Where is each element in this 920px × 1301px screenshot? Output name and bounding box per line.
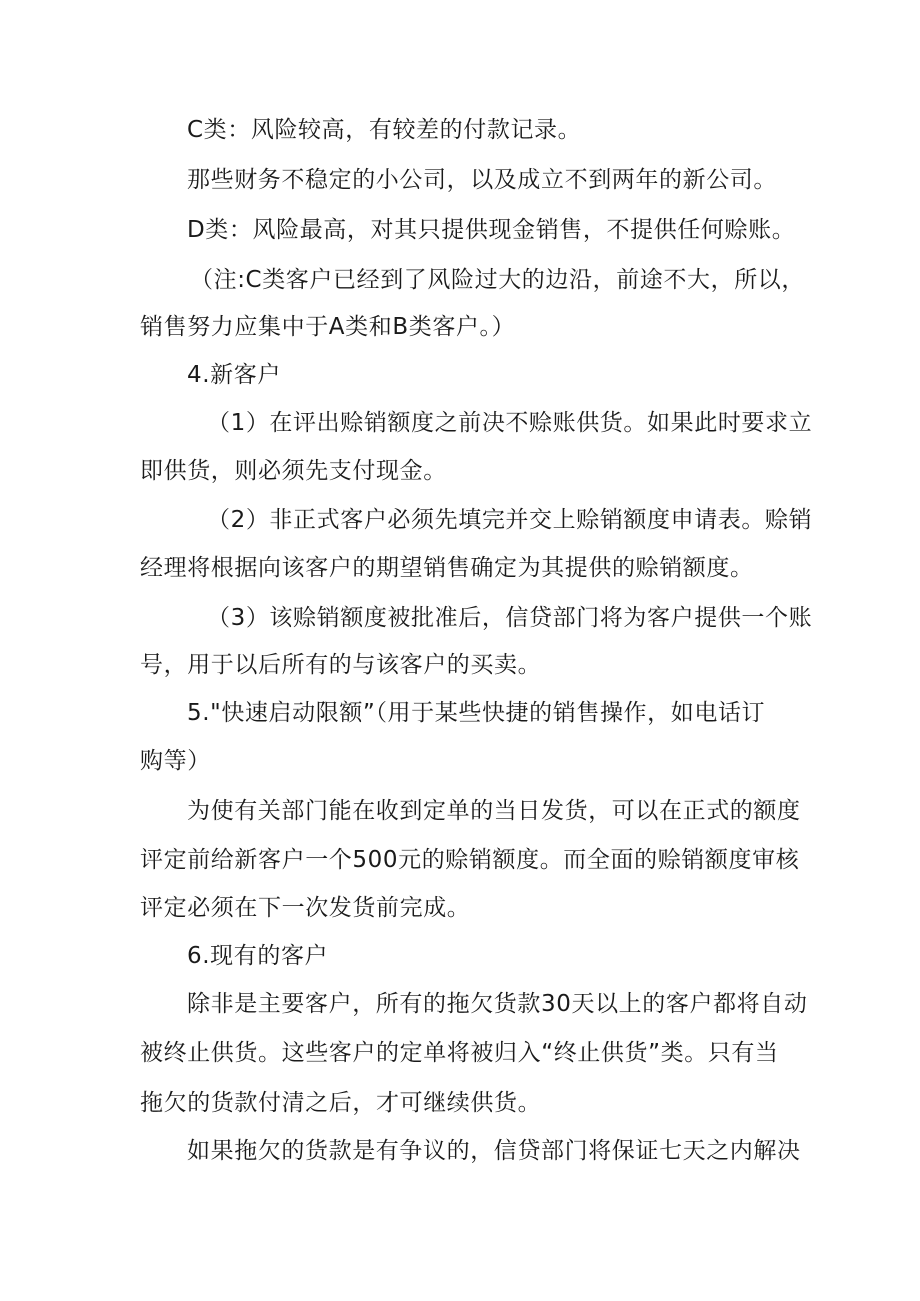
paragraph-line: 拖欠的货款付清之后，才可继续供货。 xyxy=(140,1090,542,1116)
paragraph-line: 为使有关部门能在收到定单的当日发货，可以在正式的额度 xyxy=(187,798,801,824)
paragraph-line: 号，用于以后所有的与该客户的买卖。 xyxy=(140,652,542,678)
paragraph-line: 销售努力应集中于A类和B类客户。） xyxy=(140,314,516,340)
section-heading: 6.现有的客户 xyxy=(187,943,329,969)
paragraph-line: D类：风险最高，对其只提供现金销售，不提供任何赊账。 xyxy=(187,217,796,243)
paragraph-line: （注:C类客户已经到了风险过大的边沿，前途不大，所以， xyxy=(190,267,806,293)
paragraph-line: C类：风险较高，有较差的付款记录。 xyxy=(187,117,582,143)
paragraph-line: 评定前给新客户一个500元的赊销额度。而全面的赊销额度审核 xyxy=(140,847,800,873)
paragraph-line: （3）该赊销额度被批准后，信贷部门将为客户提供一个账 xyxy=(207,605,813,631)
paragraph-line: 购等） xyxy=(140,748,211,774)
paragraph-line: 如果拖欠的货款是有争议的，信贷部门将保证七天之内解决 xyxy=(187,1138,801,1164)
paragraph-line: （2）非正式客户必须先填完并交上赊销额度申请表。赊销 xyxy=(207,507,813,533)
paragraph-line: 除非是主要客户，所有的拖欠货款30天以上的客户都将自动 xyxy=(187,991,808,1017)
paragraph-line: 那些财务不稳定的小公司，以及成立不到两年的新公司。 xyxy=(187,167,777,193)
paragraph-line: （1）在评出赊销额度之前决不赊账供货。如果此时要求立 xyxy=(207,410,813,436)
paragraph-line: 即供货，则必须先支付现金。 xyxy=(140,458,447,484)
paragraph-line: 被终止供货。这些客户的定单将被归入“终止供货”类。只有当 xyxy=(140,1040,779,1066)
paragraph-line: 评定必须在下一次发货前完成。 xyxy=(140,895,471,921)
section-heading: 4.新客户 xyxy=(187,362,281,388)
section-heading: 5."快速启动限额”（用于某些快捷的销售操作，如电话订 xyxy=(187,700,766,726)
paragraph-line: 经理将根据向该客户的期望销售确定为其提供的赊销额度。 xyxy=(140,555,754,581)
